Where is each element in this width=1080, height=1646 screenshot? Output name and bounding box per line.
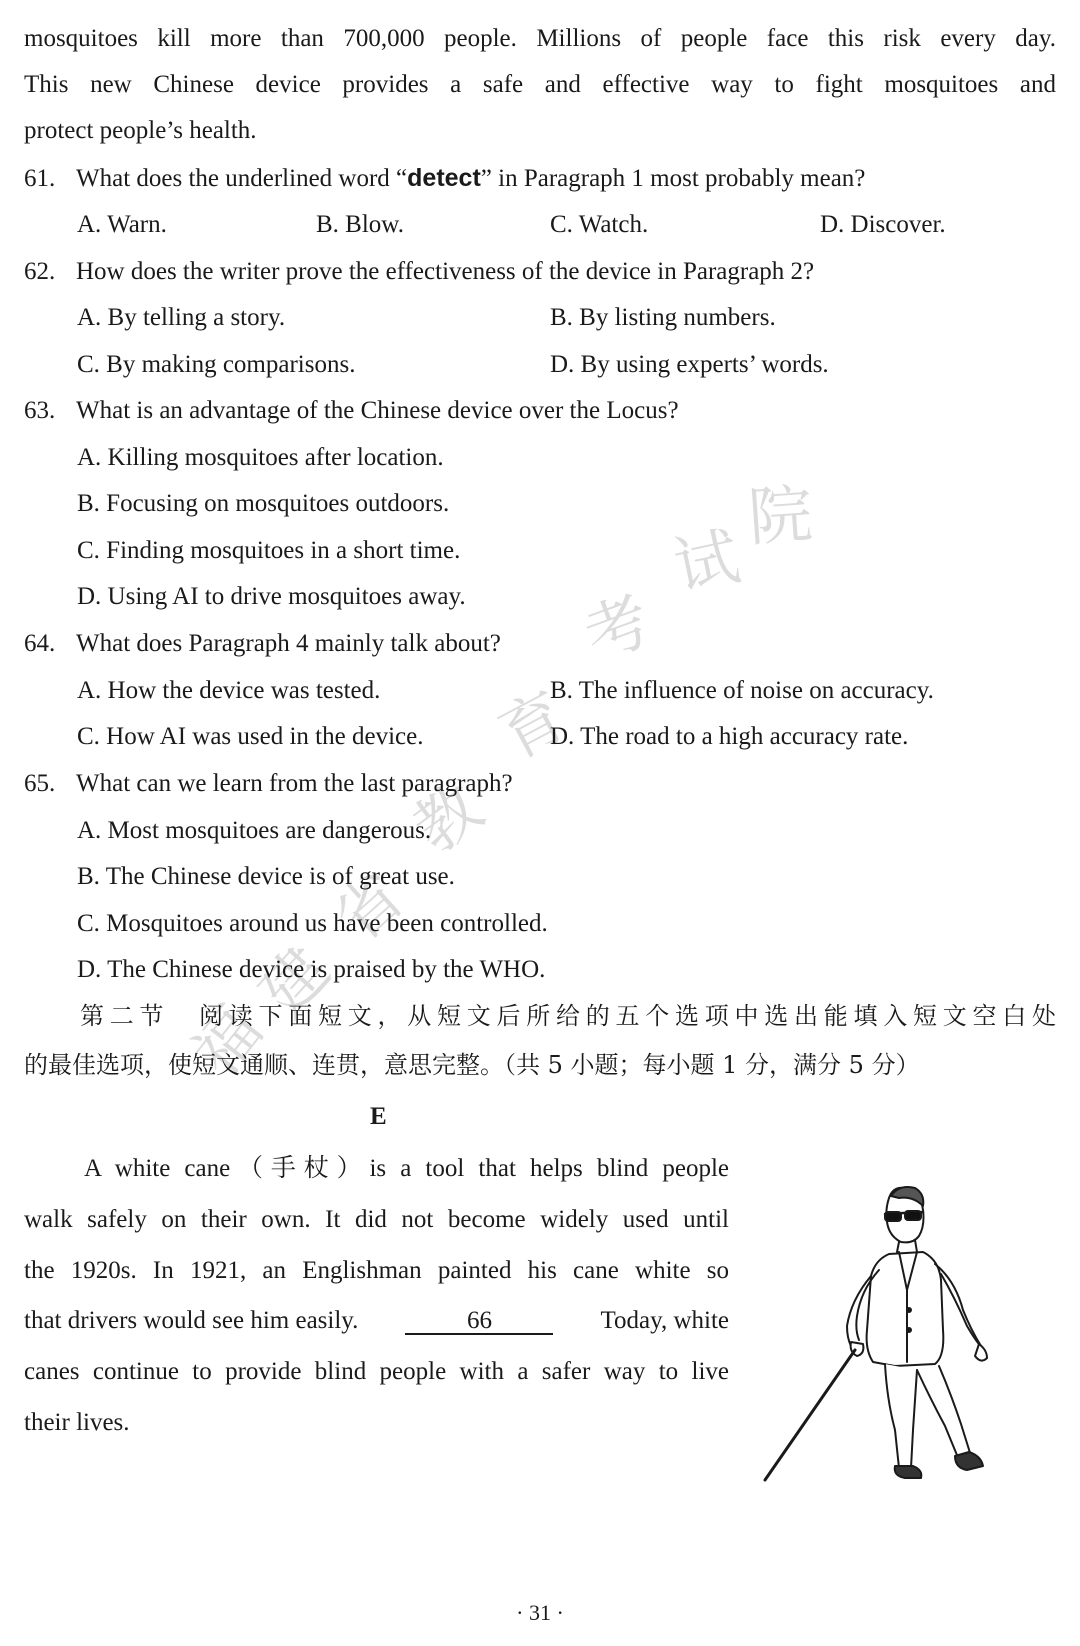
section-instructions-line-2: 的最佳选项，使短文通顺、连贯，意思完整。（共 5 小题；每小题 1 分，满分 5 分） bbox=[24, 1051, 920, 1079]
option-61-c: C. Watch. bbox=[550, 211, 649, 238]
question-number: 63. bbox=[24, 397, 56, 424]
option-62-b: B. By listing numbers. bbox=[550, 304, 776, 331]
passage-e-line-4: that drivers would see him easily. 66 Today, white bbox=[24, 1307, 729, 1334]
passage-e-line-2: walk safely on their own. It did not become widely used until bbox=[24, 1206, 729, 1233]
option-63-d: D. Using AI to drive mosquitoes away. bbox=[77, 583, 466, 610]
question-65-stem: 65. What can we learn from the last paragraph? bbox=[24, 770, 513, 797]
question-number: 62. bbox=[24, 258, 56, 285]
option-65-d: D. The Chinese device is praised by the WHO. bbox=[77, 956, 546, 983]
option-64-b: B. The influence of noise on accuracy. bbox=[550, 677, 934, 704]
svg-text:省: 省 bbox=[321, 859, 419, 957]
svg-text:考: 考 bbox=[575, 583, 661, 676]
section-instructions-line-1: 第二节 阅读下面短文，从短文后所给的五个选项中选出能填入短文空白处 bbox=[80, 1002, 1056, 1030]
svg-text:育: 育 bbox=[487, 678, 580, 775]
svg-text:试: 试 bbox=[667, 519, 746, 606]
passage-line-2: This new Chinese device provides a safe and effective way to fight mosquitoes and bbox=[24, 71, 1056, 98]
svg-text:建: 建 bbox=[246, 933, 345, 1031]
passage-e-line-5: canes continue to provide blind people with a safer way to live bbox=[24, 1358, 729, 1385]
page-number: · 31 · bbox=[516, 1600, 564, 1625]
underlined-word: detect bbox=[407, 164, 481, 192]
option-61-d: D. Discover. bbox=[820, 211, 946, 238]
svg-text:教: 教 bbox=[400, 770, 497, 868]
question-64-stem: 64. What does Paragraph 4 mainly talk about? bbox=[24, 630, 501, 657]
passage-e-line-1: A white cane（手杖）is a tool that helps blind people bbox=[84, 1155, 729, 1182]
question-number: 65. bbox=[24, 770, 56, 797]
option-63-a: A. Killing mosquitoes after location. bbox=[77, 444, 444, 471]
question-63-stem: 63. What is an advantage of the Chinese device over the Locus? bbox=[24, 397, 679, 424]
passage-e-line-6: their lives. bbox=[24, 1409, 130, 1436]
blank-66: 66 bbox=[405, 1309, 553, 1335]
option-64-c: C. How AI was used in the device. bbox=[77, 723, 424, 750]
option-64-d: D. The road to a high accuracy rate. bbox=[550, 723, 909, 750]
svg-text:院: 院 bbox=[745, 477, 815, 556]
question-62-stem: 62. How does the writer prove the effectiveness of the device in Paragraph 2? bbox=[24, 258, 815, 285]
option-61-a: A. Warn. bbox=[77, 211, 167, 238]
option-62-c: C. By making comparisons. bbox=[77, 351, 356, 378]
question-number: 64. bbox=[24, 630, 56, 657]
question-61-stem: 61. What does the underlined word “detect” in Paragraph 1 most probably mean? bbox=[24, 164, 866, 192]
option-65-a: A. Most mosquitoes are dangerous. bbox=[77, 817, 432, 844]
option-63-b: B. Focusing on mosquitoes outdoors. bbox=[77, 490, 450, 517]
option-65-c: C. Mosquitoes around us have been controlled. bbox=[77, 910, 548, 937]
option-63-c: C. Finding mosquitoes in a short time. bbox=[77, 537, 461, 564]
option-61-b: B. Blow. bbox=[316, 211, 404, 238]
passage-line-1: mosquitoes kill more than 700,000 people. Millions of people face this risk every day. bbox=[24, 25, 1056, 52]
svg-text:福: 福 bbox=[179, 993, 278, 1090]
passage-letter: E bbox=[370, 1103, 387, 1130]
option-62-d: D. By using experts’ words. bbox=[550, 351, 829, 378]
passage-line-3: protect people’s health. bbox=[24, 117, 257, 144]
option-64-a: A. How the device was tested. bbox=[77, 677, 381, 704]
option-65-b: B. The Chinese device is of great use. bbox=[77, 863, 455, 890]
option-62-a: A. By telling a story. bbox=[77, 304, 286, 331]
blind-man-with-cane-illustration bbox=[795, 1180, 1065, 1490]
passage-e-line-3: the 1920s. In 1921, an Englishman painted his cane white so bbox=[24, 1257, 729, 1284]
question-number: 61. bbox=[24, 165, 56, 192]
